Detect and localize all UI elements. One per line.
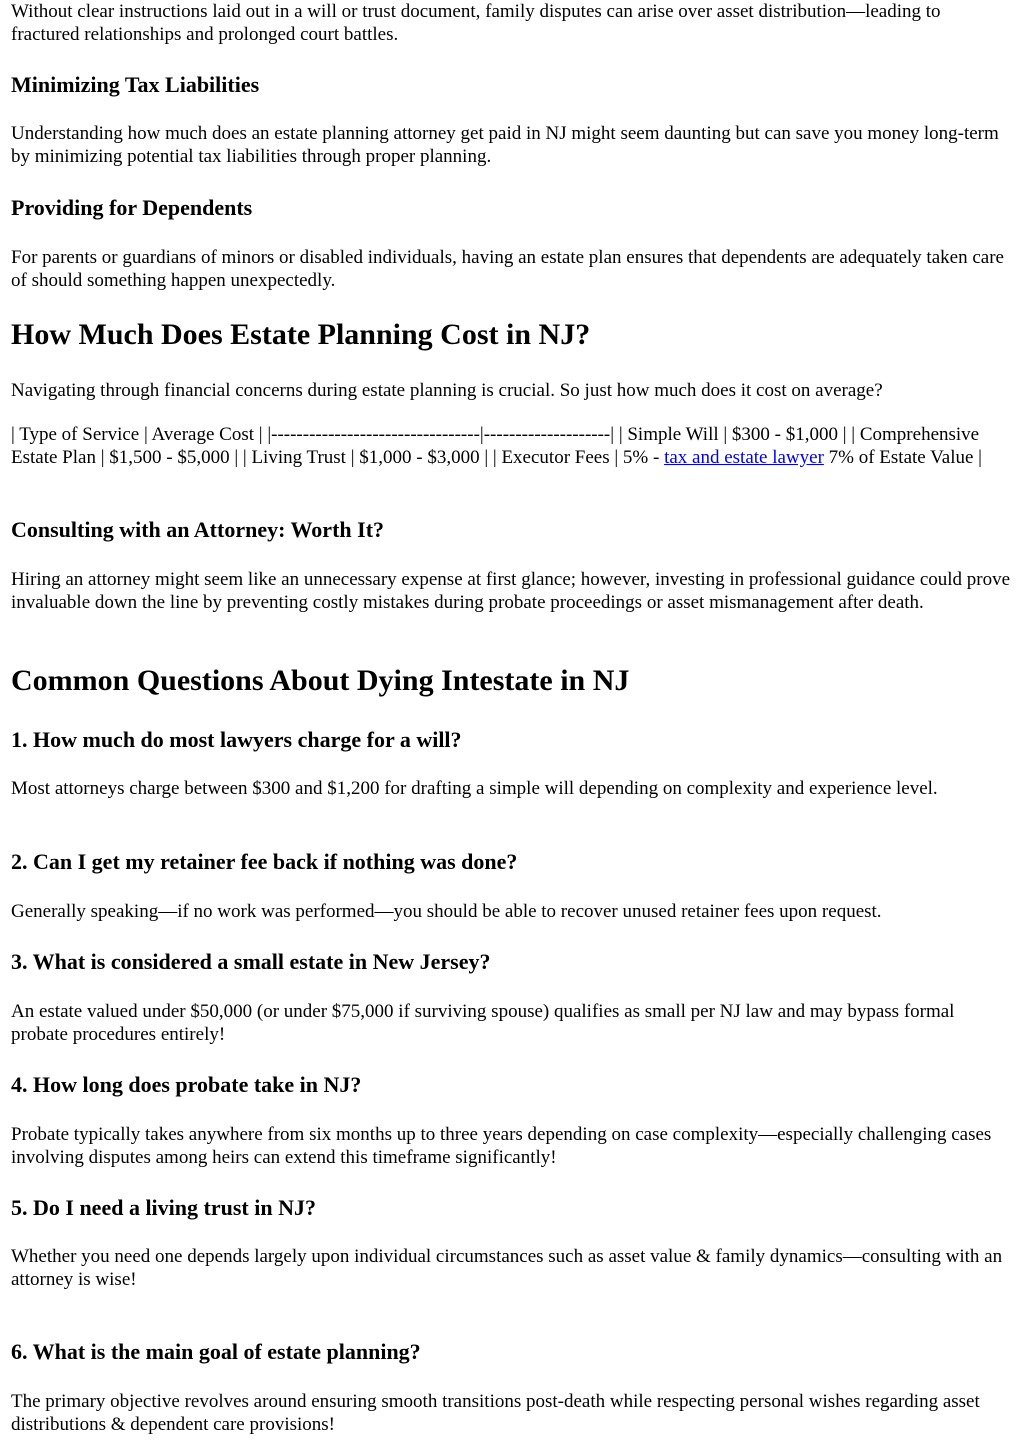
- faq-answer-5: Whether you need one depends largely upon individual circumstances such as asset value & family dynamics—consulting with an attorney is wise!: [11, 1246, 1003, 1290]
- faq-answer-6: The primary objective revolves around ensuring smooth transitions post-death while respecting personal wishes regarding asset distributions & dependent care provisions!: [11, 1391, 980, 1435]
- faq-answer-3: An estate valued under $50,000 (or under $75,000 if surviving spouse) qualifies as small per NJ law and may bypass formal probate procedures entirely!: [11, 1001, 955, 1045]
- cost-table-text-after: 7% of Estate Value |: [823, 447, 982, 468]
- faq-answer-2: Generally speaking—if no work was performed—you should be able to recover unused retainer fees upon request.: [11, 901, 882, 922]
- consulting-paragraph: Hiring an attorney might seem like an unnecessary expense at first glance; however, investing in professional guidance could prove invaluable down the line by preventing costly mistakes during probate proceedings or asset mismanagement after death.: [11, 569, 1011, 613]
- faq-answer-4: Probate typically takes anywhere from six months up to three years depending on case complexity—especially challenging cases involving disputes among heirs can extend this timeframe significantly!: [11, 1124, 992, 1168]
- tax-and-estate-lawyer-link[interactable]: tax and estate lawyer: [664, 447, 824, 468]
- dependents-heading: Providing for Dependents: [11, 195, 253, 220]
- faq-question-4: 4. How long does probate take in NJ?: [11, 1072, 362, 1097]
- faq-answer-1: Most attorneys charge between $300 and $1,200 for drafting a simple will depending on complexity and experience level.: [11, 778, 938, 799]
- faq-question-5: 5. Do I need a living trust in NJ?: [11, 1195, 316, 1220]
- faq-question-3: 3. What is considered a small estate in New Jersey?: [11, 949, 491, 974]
- tax-paragraph: Understanding how much does an estate planning attorney get paid in NJ might seem daunting but can save you money long-term by minimizing potential tax liabilities through proper planning.: [11, 123, 999, 167]
- faq-heading: Common Questions About Dying Intestate in NJ: [11, 664, 630, 697]
- tax-heading: Minimizing Tax Liabilities: [11, 72, 260, 97]
- consulting-heading: Consulting with an Attorney: Worth It?: [11, 517, 385, 542]
- intro-paragraph: Without clear instructions laid out in a will or trust document, family disputes can arise over asset distribution—leading to fractured relationships and prolonged court battles.: [11, 1, 941, 45]
- dependents-paragraph: For parents or guardians of minors or disabled individuals, having an estate plan ensures that dependents are adequately taken care of should something happen unexpectedly.: [11, 247, 1004, 291]
- faq-question-2: 2. Can I get my retainer fee back if nothing was done?: [11, 849, 518, 874]
- cost-table-text-before: | Type of Service | Average Cost | |---------------------------------|--------------------| | Simple Will | $300 - $1,000 | | Comprehensive Estate Plan | $1,500 - $5,000 | | Living Trust | $1,000 - $3,000 | | Executor Fees | 5% -: [11, 424, 980, 468]
- cost-heading: How Much Does Estate Planning Cost in NJ?: [11, 318, 591, 351]
- faq-question-1: 1. How much do most lawyers charge for a will?: [11, 727, 462, 752]
- cost-paragraph: Navigating through financial concerns during estate planning is crucial. So just how much does it cost on average?: [11, 380, 883, 401]
- cost-table-text: [11, 423, 1013, 469]
- faq-question-6: 6. What is the main goal of estate planning?: [11, 1339, 421, 1364]
